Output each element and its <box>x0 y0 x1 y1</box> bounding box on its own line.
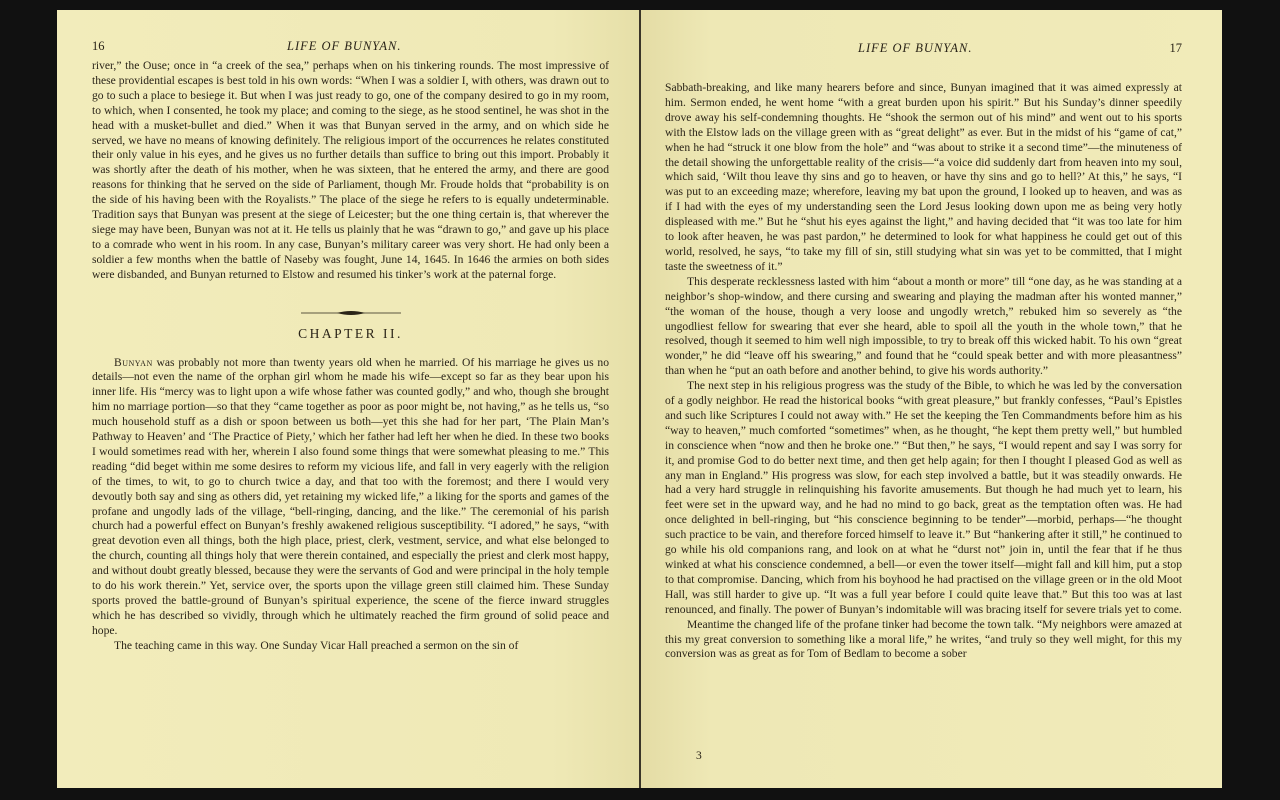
paragraph-lead-word: Bunyan <box>114 355 153 369</box>
chapter-ornament <box>92 309 609 317</box>
left-running-title: LIFE OF BUNYAN. <box>287 39 402 53</box>
right-paragraph-4: Meantime the changed life of the profane tinker had become the town talk. “My neighbors were amazed at this my great conversion to something like a moral life,” he writes, “and truly so they well might, for this my conversion was as great as for Tom of Bedlam to become a sober <box>665 617 1182 661</box>
left-running-head <box>92 39 609 57</box>
right-page-number: 17 <box>1169 41 1182 55</box>
right-running-head <box>665 41 1182 59</box>
chapter-heading: CHAPTER II. <box>298 325 403 341</box>
signature-mark: 3 <box>696 750 702 762</box>
left-paragraph-2 <box>92 356 609 639</box>
left-page-number: 16 <box>92 39 105 53</box>
right-page-body <box>665 81 1182 662</box>
right-page <box>641 10 1222 788</box>
left-page <box>57 10 639 788</box>
right-paragraph-1: Sabbath-breaking, and like many hearers before and since, Bunyan imagined that it was aimed expressly at him. Sermon ended, he went home “with a great burden upon his spirit.” But his Sunday’s dinner speedily drove away his self-condemning thoughts. He “shook the sermon out of his mind” and went out to his sports with the Elstow lads on the village green with as “great delight” as ever. But in the midst of his “game of cat,” when he had “struck it one blow from the hole” and “was about to strike it a second time”—the minuteness of the detail showing the unforgettable reality of the crisis—“a voice did suddenly dart from heaven into my soul, which said, ‘Wilt thou leave thy sins and go to heaven, or have thy sins and go to hell?’ At this,” he says, “I was put to an exceeding maze; wherefore, leaving my bat upon the ground, I looked up to heaven, and was as if I had with the eyes of my understanding seen the Lord Jesus looking down upon me as being very hotly displeased with me.” But he “shut his eyes against the light,” and having decided that “it was too late for him to look after heaven, he was past pardon,” he determined to look for what happiness he could get out of this world, resolved, he says, “to take my fill of sin, still studying what sin was yet to be committed, that I might taste the sweetness of it.” <box>665 81 1182 273</box>
left-paragraph-1: river,” the Ouse; once in “a creek of the sea,” perhaps when on his tinkering rounds. The most impressive of these providential escapes is best told in his own words: “When I was a soldier I, with others, was drawn out to go to such a place to besiege it. But when I was just ready to go, one of the company desired to go in my room, to which, when I consented, he took my place; and coming to the siege, as he stood sentinel, he was shot in the head with a musket-bullet and died.” When it was that Bunyan served in the army, and on which side he served, we have no means of knowing definitely. The religious import of the occurrences he relates constituted their only value in his eyes, and he gives us no further details than suffice to bring out this import. Probably it was shortly after the death of his mother, when he was sixteen, that he entered the army, and there are good reasons for thinking that he served on the side of Parliament, though Mr. Froude holds that “probability is on the side of his having been with the Royalists.” The place of the siege he refers to is equally undeterminable. Tradition says that Bunyan was present at the siege of Leicester; but the one thing certain is, that wherever the siege may have been, Bunyan was not at it. He tells us plainly that he was “drawn to go,” and gave up his place to a comrade who went in his room. In any case, Bunyan’s military career was very short. He had only been a soldier a few months when the battle of Naseby was fought, June 14, 1645. In 1646 the armies on both sides were disbanded, and Bunyan returned to Elstow and resumed his tinker’s work at the paternal forge. <box>92 59 609 281</box>
right-paragraph-2: This desperate recklessness lasted with him “about a month or more” till “one day, as he was standing at a neighbor’s shop-window, and there cursing and swearing and playing the madman after his wonted manner,” “the woman of the house, though a very loose and ungodly wretch,” rebuked him so severely as “the ungodliest fellow for swearing that ever she heard, able to spoil all the youth in the whole town,” that he resolved, though it seemed to him well nigh impossible, to try to break off this wicked habit. To his own “great wonder,” he did “leave off his swearing,” and found that he “could speak better and with more pleasantness” than when he “put an oath before and another behind, to give his words authority.” <box>665 274 1182 378</box>
right-running-title: LIFE OF BUNYAN. <box>858 41 973 55</box>
left-page-body <box>92 59 609 654</box>
right-paragraph-3: The next step in his religious progress was the study of the Bible, to which he was led by the conversation of a godly neighbor. He read the historical books “with great pleasure,” but frankly confesses, “Paul’s Epistles and such like Scriptures I could not away with.” He set the keeping the Ten Commandments before him as his “way to heaven,” much comforted “sometimes” when, as he thought, “he kept them pretty well,” but humbled in conscience when “now and then he broke one.” “But then,” he says, “I would repent and say I was sorry for it, and promise God to do better next time, and then get help again; for then I thought I pleased God as well as any man in England.” His progress was slow, for each step involved a battle, but it was steadily onwards. He had a very hard struggle in relinquishing his favorite amusements. But though he had much yet to learn, his feet were set in the upward way, and he had no mind to go back, great as the temptation often was. He had once delighted in bell-ringing, but “his conscience beginning to be tender”—morbid, perhaps—“he thought such practice to be vain, and therefore forced himself to leave it.” But “hankering after it still,” he continued to go while his old companions rang, and look on at what he “durst not” join in, until the fear that if he thus winked at what his conscience condemned, a bell—or even the tower itself—might fall and kill him, put a stop to that compromise. Dancing, which from his boyhood he had practised on the village green or in the old Moot Hall, was still harder to give up. “It was a full year before I could quite leave that.” But this too was at last renounced, and finally. The power of Bunyan’s indomitable will was bracing itself for severe trials yet to come. <box>665 379 1182 616</box>
left-paragraph-3: The teaching came in this way. One Sunday Vicar Hall preached a sermon on the sin of <box>114 638 519 652</box>
left-paragraph-2-text: was probably not more than twenty years old when he married. Of his marriage he gives us no details—not even the name of the orphan girl whom he made his wife—except so far as they bear upon his inner life. His “mercy was to light upon a wife whose father was counted godly,” and who, though she brought him no marriage portion—so that they “came together as poor as poor might be, not having,” as he tells us, “so much household stuff as a dish or spoon between us both—yet this she had for her part, ‘The Plain Man’s Pathway to Heaven’ and ‘The Practice of Piety,’ which her father had left her when he died. In these two books I would sometimes read with her, wherein I also found some things that were somewhat pleasing to me.” This reading “did beget within me some desires to reform my vicious life, and fall in very eagerly with the religion of the times, to wit, to go to church twice a day, and that too with the foremost; and there I would very devoutly both say and sing as others did, yet retaining my wicked life,” a liking for the sports and games of the profane and ungodly lads of the village, “bell-ringing, dancing, and the like.” The ceremonial of his parish church had a powerful effect on Bunyan’s freshly awakened religious susceptibility. “I adored,” he says, “with great devotion even all things, both the high place, priest, clerk, vestment, service, and what else belonged to the church, counting all things holy that were therein contained, and especially the priest and clerk most happy, and without doubt greatly blessed, because they were the servants of God and were principal in the holy temple to do his work therein.” Yet, service over, the sports upon the village green still claimed him. These Sunday sports proved the battle-ground of Bunyan’s spiritual experience, the scene of the fierce inward struggles which he has described so vividly, through which he ultimately reached the firm ground of solid peace and hope. <box>92 355 609 637</box>
